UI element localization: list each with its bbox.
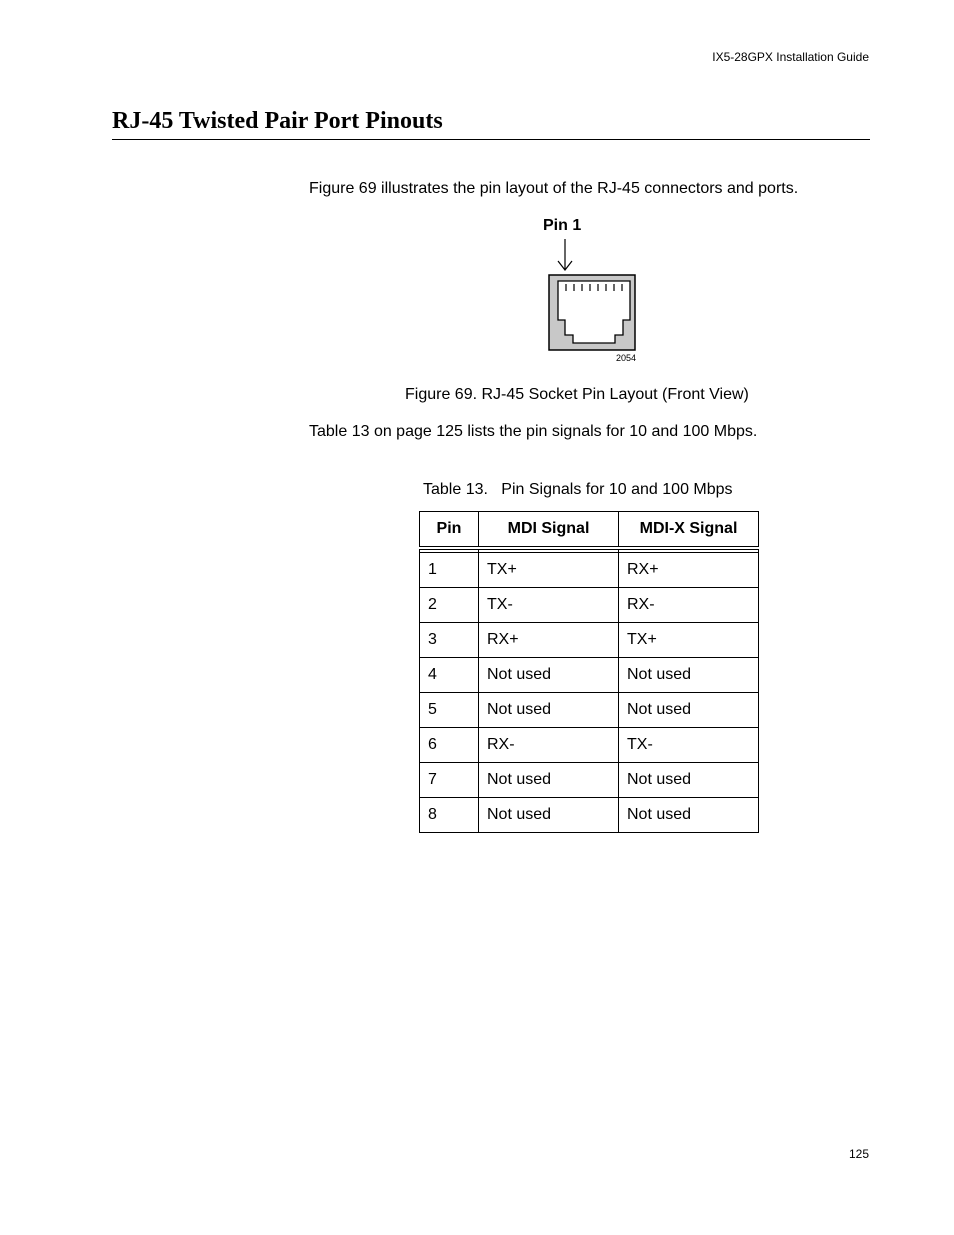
table-reference-paragraph: Table 13 on page 125 lists the pin signals for 10 and 100 Mbps. — [309, 423, 758, 440]
page-number: 125 — [848, 1147, 869, 1161]
table-row — [420, 763, 759, 798]
table-row — [420, 798, 759, 833]
pin-cell: 8 — [420, 798, 479, 833]
mdi-x-cell: Not used — [619, 693, 759, 728]
pin-cell: 6 — [420, 728, 479, 763]
mdi-x-cell: TX- — [619, 728, 759, 763]
mdi-cell: Not used — [479, 658, 619, 693]
table-row — [420, 623, 759, 658]
mdi-x-cell: TX+ — [619, 623, 759, 658]
intro-paragraph: Figure 69 illustrates the pin layout of the RJ-45 connectors and ports. — [309, 180, 799, 197]
mdi-x-cell: Not used — [619, 763, 759, 798]
pin-cell: 2 — [420, 588, 479, 623]
mdi-x-cell: RX- — [619, 588, 759, 623]
table-row — [420, 728, 759, 763]
running-header: IX5-28GPX Installation Guide — [712, 50, 869, 64]
mdi-cell: Not used — [479, 693, 619, 728]
pin-cell: 3 — [420, 623, 479, 658]
header-mdi-signal: MDI Signal — [479, 512, 619, 548]
mdi-cell: TX+ — [479, 553, 619, 588]
pin-cell: 5 — [420, 693, 479, 728]
header-mdi-x-signal: MDI-X Signal — [619, 512, 759, 548]
header-pin: Pin — [420, 512, 479, 548]
mdi-cell: RX+ — [479, 623, 619, 658]
table-row — [420, 658, 759, 693]
pin-signals-table — [419, 511, 759, 833]
table-header-row — [420, 512, 759, 548]
rj45-figure — [535, 214, 645, 369]
table-caption: Table 13. Pin Signals for 10 and 100 Mbps — [423, 481, 733, 498]
table-row — [420, 588, 759, 623]
section-title: RJ-45 Twisted Pair Port Pinouts — [112, 106, 870, 140]
pin-1-label: Pin 1 — [543, 217, 582, 234]
mdi-x-cell: Not used — [619, 798, 759, 833]
mdi-cell: Not used — [479, 763, 619, 798]
figure-id: 2054 — [616, 353, 637, 363]
pin-cell: 7 — [420, 763, 479, 798]
mdi-x-cell: RX+ — [619, 553, 759, 588]
pin-cell: 4 — [420, 658, 479, 693]
pin-cell: 1 — [420, 553, 479, 588]
rj45-socket-diagram — [535, 214, 645, 369]
figure-caption: Figure 69. RJ-45 Socket Pin Layout (Front View) — [405, 386, 749, 403]
mdi-x-cell: Not used — [619, 658, 759, 693]
table-row — [420, 553, 759, 588]
mdi-cell: Not used — [479, 798, 619, 833]
mdi-cell: TX- — [479, 588, 619, 623]
table-row — [420, 693, 759, 728]
mdi-cell: RX- — [479, 728, 619, 763]
